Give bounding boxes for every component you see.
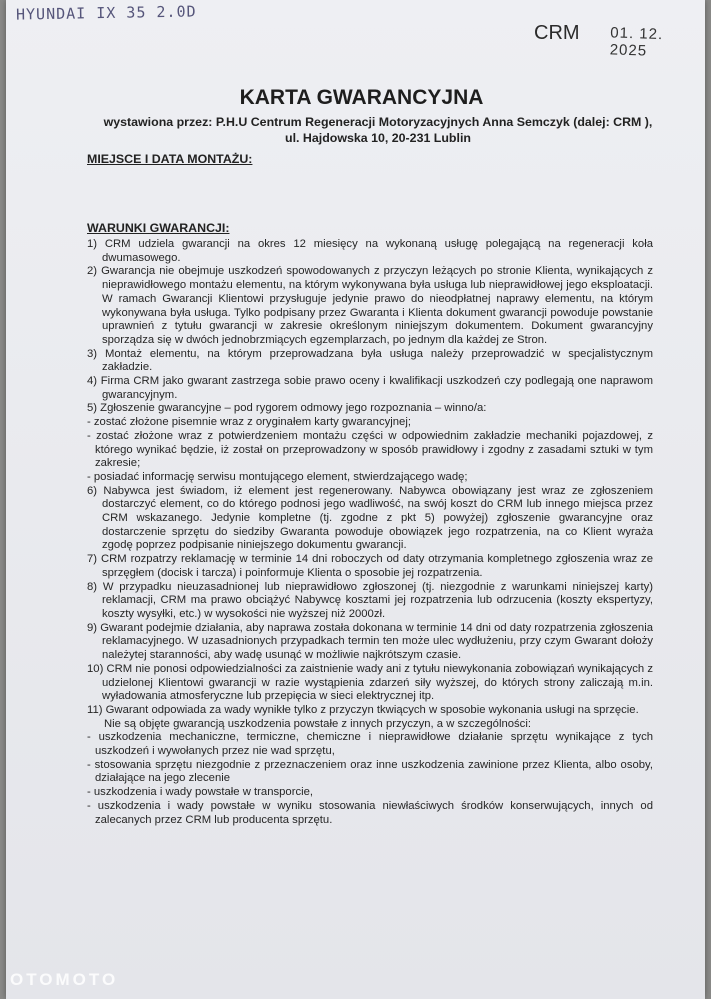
condition-1: 1) CRM udziela gwarancji na okres 12 miesięcy na wykonaną usługę polegającą na regeneracji koła dwumasowego. [87,238,653,264]
crm-label: CRM [534,22,580,44]
condition-4: 4) Firma CRM jako gwarant zastrzega sobie prawo oceny i kwalifikacji uszkodzeń czy podlegają one naprawom gwarancyjnym. [87,375,653,401]
exclusion-item-3: - uszkodzenia i wady powstałe w transporcie, [87,786,314,799]
document-title: KARTA GWARANCYJNA [239,86,484,109]
condition-7: 7) CRM rozpatrzy reklamację w terminie 14 dni roboczych od daty otrzymania kompletnego zgłoszenia wraz ze sprzęgłem (docisk i tarcza) i poinformuje Klienta o sposobie jej rozpatrzenia. [87,553,653,579]
condition-11: 11) Gwarant odpowiada za wady wynikłe tylko z przyczyn tkwiących w sposobie wykonania usługi na sprzęcie. [87,703,639,716]
warranty-document [6,0,705,999]
condition-5: 5) Zgłoszenie gwarancyjne – pod rygorem odmowy jego rozpoznania – winno/a: [87,402,487,415]
exclusion-item-1: - uszkodzenia mechaniczne, termiczne, chemiczne i nieprawidłowe działanie sprzętu wynikające z tych uszkodzeń i wywołanych przez nie wad sprzętu, [87,731,653,758]
condition-10: 10) CRM nie ponosi odpowiedzialności za zaistnienie wady ani z tytułu niewykonania zobowiązań wynikających z udzielonej Klientowi gwarancji w razie wystąpienia zdarzeń siły wyższej, do których strony zaliczają m.in. wyładowania atmosferyczne lub przepięcia w sieci elektrycznej itp. [87,662,653,703]
condition-9: 9) Gwarant podejmie działania, aby naprawa została dokonana w terminie 14 dni od daty rozpatrzenia zgłoszenia reklamacyjnego. W uzasadnionych przypadkach termin ten może ulec wydłużeniu, przy czym Gwarant dołoży należytej staranności, aby wadę usunąć w możliwie najkrótszym czasie. [87,621,653,662]
warranty-conditions-heading: WARUNKI GWARANCJI: [87,221,230,235]
condition-5-item-a: - zostać złożone pisemnie wraz z oryginałem karty gwarancyjnej; [87,416,411,429]
condition-5-item-c: - posiadać informację serwisu montującego element, stwierdzającego wadę; [87,470,468,483]
warranty-conditions-list [87,238,653,827]
exclusions-intro: Nie są objęte gwarancją uszkodzenia powstałe z innych przyczyn, a w szczególności: [104,717,531,730]
exclusion-item-4: - uszkodzenia i wady powstałe w wyniku stosowania niewłaściwych środków konserwujących, innych od zalecanych przez CRM lub producenta sprzętu. [87,799,653,826]
condition-2: 2) Gwarancja nie obejmuje uszkodzeń spowodowanych z przyczyn leżących po stronie Klienta, wynikających z nieprawidłowego montażu elementu, na którym wykonywana była usługa lub nieprawidłowej jego eksploatacji. W ramach Gwarancji Klientowi przysługuje jedynie prawo do nieodpłatnej naprawy elementu, na którym wykonywana była usługa. Tylko podpisany przez Gwaranta i Klienta dokument gwarancji powoduje powstanie uprawnień z tytułu gwarancji w zakresie określonym niniejszym dokumentem. Dokument gwarancyjny sporządza się w dwóch jednobrzmiących egzemplarzach, po jednym dla każdej ze Stron. [87,265,653,346]
installation-place-date-heading: MIEJSCE I DATA MONTAŻU: [87,152,253,166]
condition-6: 6) Nabywca jest świadom, iż element jest regenerowany. Nabywca obowiązany jest wraz ze zgłoszeniem dostarczyć element, co do którego podnosi jego wadliwość, na swój koszt do CRM lub innego miejsca przez CRM wskazanego. Jedynie kompletne (tj. zgodne z pkt 5) powyżej) zgłoszenie gwarancyjne oraz dostarczenie sprzętu do siedziby Gwaranta powoduje obowiązek jego rozpatrzenia, na co Klient wyraża zgodę poprzez podpisanie niniejszego dokumentu gwarancji. [87,484,653,552]
condition-8: 8) W przypadku nieuzasadnionej lub nieprawidłowo zgłoszonej (tj. niezgodnie z warunkami niniejszej karty) reklamacji, CRM ma prawo obciążyć Nabywcę kosztami jej rozpatrzenia lub odrzucenia (koszty ekspertyzy, koszty wysyłki, etc.) w wysokości nie wyższej niż 2000zł. [87,580,653,620]
document-subtitle: wystawiona przez: P.H.U Centrum Regeneracji Motoryzacyjnych Anna Semczyk (dalej: CRM ), ul. Hajdowska 10, 20-231 Lublin [103,115,653,145]
exclusion-item-2: - stosowania sprzętu niezgodnie z przeznaczeniem oraz inne uszkodzenia zawinione przez Klienta, albo osoby, działające na jego zlecenie [87,758,653,785]
otomoto-watermark: OTOMOTO [10,970,119,989]
stamped-date: 01. 12. 2025 [609,24,664,60]
handwritten-note: HYUNDAI IX 35 2.0D [15,2,197,24]
condition-5-item-b: - zostać złożone wraz z potwierdzeniem montażu części w odpowiednim zakładzie mechaniki pojazdowej, z którego wynikać będzie, iż został on przeprowadzony w sposób prawidłowy i zgodny z zasadami sztuki w tym zakresie; [87,429,653,470]
condition-3: 3) Montaż elementu, na którym przeprowadzana była usługa należy przeprowadzić w specjalistycznym zakładzie. [87,347,653,374]
